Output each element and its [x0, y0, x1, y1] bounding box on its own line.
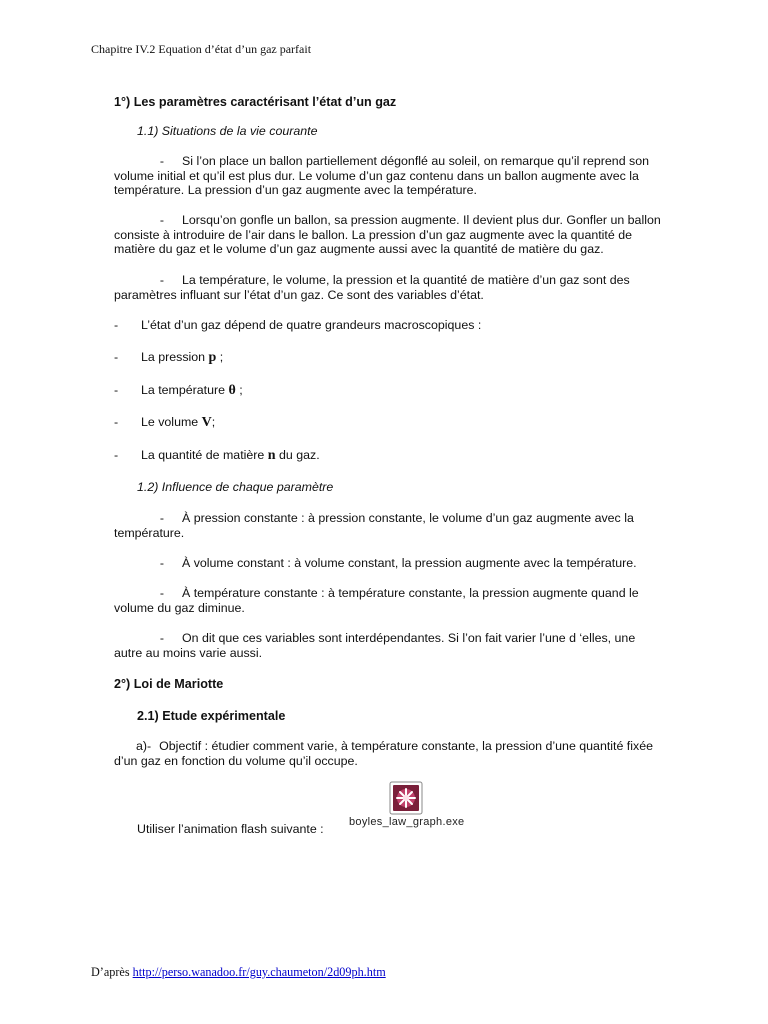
list-item-temperature	[114, 383, 664, 399]
list-item-label: Le volume	[141, 415, 202, 429]
dash-marker: -	[114, 415, 119, 429]
list-item-label: La quantité de matière	[141, 448, 268, 462]
paragraph-3-text: La température, le volume, la pression et la quantité de matière d’un gaz sont des paramètres influant sur l’état d’un gaz. Ce sont des variables d’état.	[114, 273, 630, 302]
list-item-quantity	[114, 448, 664, 464]
quantity-symbol: n	[267, 448, 276, 463]
state-intro-text: L’état d’un gaz dépend de quatre grandeurs macroscopiques :	[141, 318, 482, 332]
paragraph-2-text: Lorsqu’on gonfle un ballon, sa pression augmente. Il devient plus dur. Gonfler un ballon consiste à introduire de l’air dans le ballon. La pression d’un gaz augmente avec la quantité de matière du gaz et le volume d’un gaz augmente aussi avec la quantité de matière du gaz.	[114, 213, 661, 257]
dash-marker: -	[159, 213, 164, 227]
source-link[interactable]: http://perso.wanadoo.fr/guy.chaumeton/2d09ph.htm	[132, 965, 386, 979]
dash-marker: -	[159, 273, 164, 287]
paragraph-1	[114, 154, 664, 198]
flash-file-icon[interactable]	[388, 780, 424, 816]
influence-text: À volume constant : à volume constant, la pression augmente avec la température.	[182, 556, 637, 570]
footer	[91, 965, 386, 980]
section-2-title: 2°) Loi de Mariotte	[114, 677, 224, 691]
list-item-pressure	[114, 350, 664, 366]
list-item-suffix: ;	[235, 383, 243, 397]
pressure-symbol: p	[208, 350, 217, 365]
interdependence-note	[114, 631, 664, 660]
list-item-label: La pression	[141, 350, 209, 364]
influence-pressure	[114, 511, 664, 540]
influence-volume	[114, 556, 664, 571]
paragraph-2	[114, 213, 664, 257]
dash-marker: -	[114, 383, 119, 397]
dash-marker: -	[159, 631, 164, 645]
section-1-title: 1°) Les paramètres caractérisant l’état d’un gaz	[114, 95, 397, 109]
dash-marker: -	[114, 318, 119, 332]
list-item-volume	[114, 415, 664, 431]
dash-marker: -	[159, 556, 164, 570]
list-item-label: La température	[141, 383, 229, 397]
temperature-symbol: θ	[228, 383, 236, 398]
footer-prefix: D’après	[91, 965, 133, 979]
list-item-suffix: ;	[216, 350, 224, 364]
subsection-1-2-title: 1.2) Influence de chaque paramètre	[137, 480, 334, 494]
flash-file-name[interactable]: boyles_law_graph.exe	[349, 816, 465, 828]
list-item-suffix: du gaz.	[275, 448, 320, 462]
objective-text: Objectif : étudier comment varie, à température constante, la pression d’une quantité fixée d’un gaz en fonction du volume qu’il occupe.	[114, 739, 653, 768]
dash-marker: -	[159, 511, 164, 525]
paragraph-1-text: Si l’on place un ballon partiellement dégonflé au soleil, on remarque qu’il reprend son volume initial et qu’il est plus dur. Le volume d’un gaz contenu dans un ballon augmente avec la température. La pression d’un gaz augmente avec la température.	[114, 154, 650, 198]
state-intro	[114, 318, 664, 333]
subsection-2-1-title: 2.1) Etude expérimentale	[137, 709, 286, 723]
objective-paragraph	[114, 739, 664, 768]
interdependence-text: On dit que ces variables sont interdépendantes. Si l’on fait varier l’une d ‘elles, une autre au moins varie aussi.	[114, 631, 636, 660]
dash-marker: -	[114, 350, 119, 364]
dash-marker: -	[159, 154, 164, 168]
dash-marker: -	[114, 448, 119, 462]
volume-symbol: V	[201, 415, 212, 430]
page-header: Chapitre IV.2 Equation d’état d’un gaz parfait	[91, 42, 312, 56]
list-item-suffix: ;	[211, 415, 216, 429]
paragraph-3	[114, 273, 664, 302]
influence-text: À pression constante : à pression constante, le volume d’un gaz augmente avec la température.	[114, 511, 634, 540]
objective-prefix: a)-	[136, 739, 152, 753]
dash-marker: -	[159, 586, 164, 600]
subsection-1-1-title: 1.1) Situations de la vie courante	[137, 124, 318, 138]
flash-file-icon-graphic	[388, 780, 424, 816]
animation-label: Utiliser l’animation flash suivante :	[137, 822, 324, 836]
influence-temperature	[114, 586, 664, 615]
influence-text: À température constante : à température constante, la pression augmente quand le volume du gaz diminue.	[114, 586, 639, 615]
